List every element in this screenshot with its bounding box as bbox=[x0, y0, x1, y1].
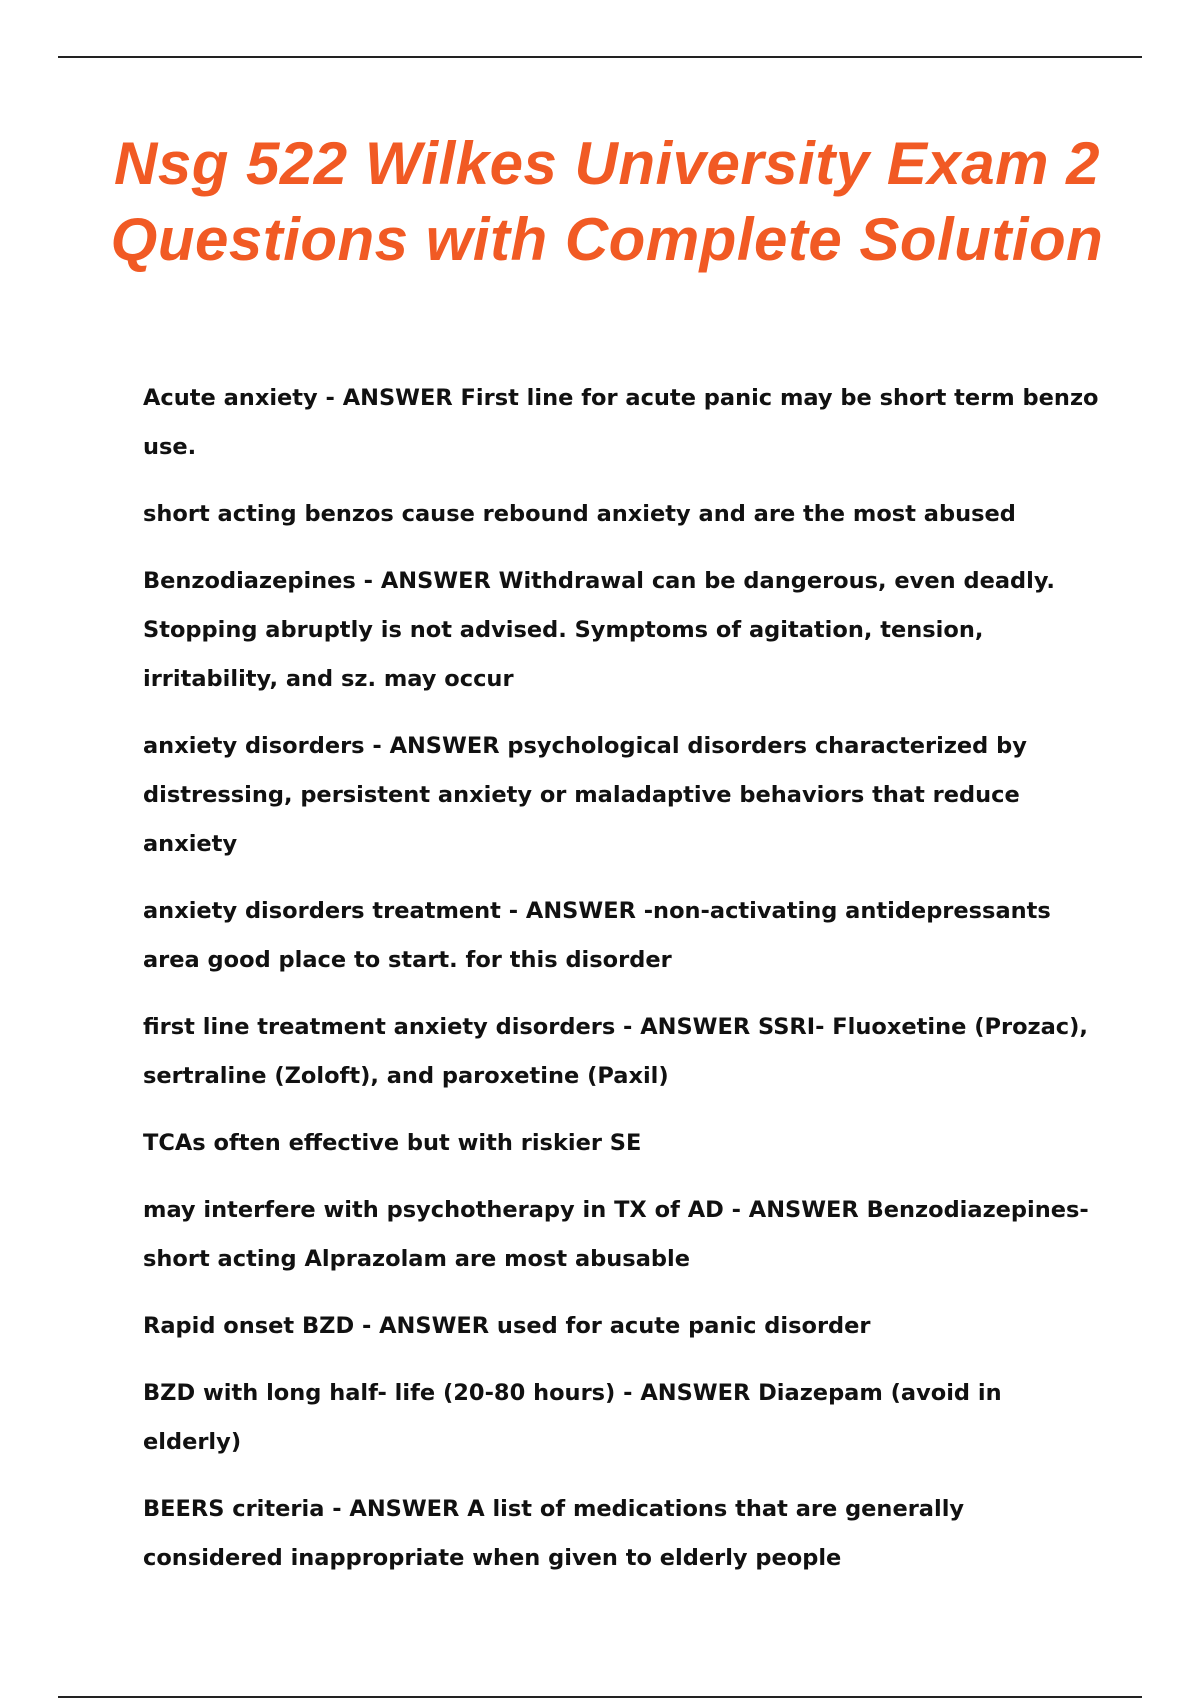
qa-entry: BEERS criteria - ANSWER A list of medications that are generally considered inappropriate when given to elderly people bbox=[143, 1496, 965, 1571]
qa-entry: anxiety disorders - ANSWER psychological disorders characterized by distressing, persistent anxiety or maladaptive behaviors that reduce anxiety bbox=[143, 733, 1027, 857]
qa-entry: short acting benzos cause rebound anxiety and are the most abused bbox=[143, 501, 1016, 527]
qa-entry: TCAs often effective but with riskier SE bbox=[143, 1130, 642, 1156]
bottom-rule bbox=[58, 1696, 1142, 1698]
qa-entry: Benzodiazepines - ANSWER Withdrawal can be dangerous, even deadly. Stopping abruptly is not advised. Symptoms of agitation, tension, irritability, and sz. may occur bbox=[143, 568, 1055, 692]
title-line-2: Questions with Complete Solution bbox=[110, 206, 1104, 273]
document-title bbox=[62, 126, 1152, 278]
qa-entry: first line treatment anxiety disorders - ANSWER SSRI- Fluoxetine (Prozac), sertraline (Zoloft), and paroxetine (Paxil) bbox=[143, 1014, 1088, 1089]
qa-entry: anxiety disorders treatment - ANSWER -non-activating antidepressants area good place to start. for this disorder bbox=[143, 898, 1051, 973]
qa-entry: may interfere with psychotherapy in TX of AD - ANSWER Benzodiazepines- short acting Alprazolam are most abusable bbox=[143, 1197, 1089, 1272]
qa-entry: Acute anxiety - ANSWER First line for acute panic may be short term benzo use. bbox=[143, 385, 1099, 460]
qa-entry: BZD with long half- life (20-80 hours) - ANSWER Diazepam (avoid in elderly) bbox=[143, 1380, 1002, 1455]
title-line-1: Nsg 522 Wilkes University Exam 2 bbox=[114, 130, 1100, 197]
qa-entry: Rapid onset BZD - ANSWER used for acute panic disorder bbox=[143, 1313, 871, 1339]
top-rule bbox=[58, 56, 1142, 58]
qa-list bbox=[143, 374, 1103, 1601]
